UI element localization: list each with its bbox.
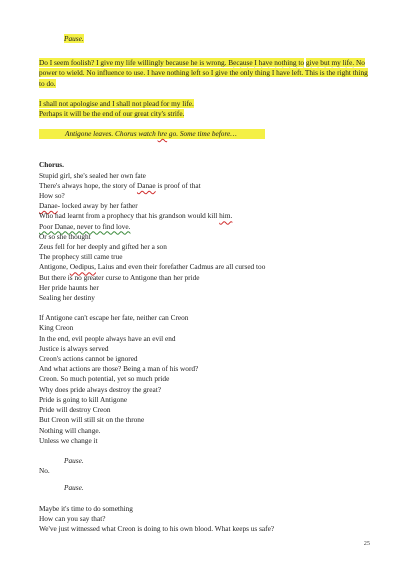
chorus-line: And what actions are those? Being a man of his word?	[39, 364, 199, 374]
chorus-text: - locked away by her father	[57, 201, 138, 211]
stage-misspelled: hre	[157, 129, 168, 139]
chorus-text: Who had learnt from a prophecy that his grandson would kill	[39, 211, 220, 221]
chorus-line: Nothing will change.	[39, 425, 101, 435]
chorus-text: is proof of that	[155, 180, 201, 190]
misspelled-word: Danae	[39, 201, 58, 211]
pause-direction: Pause.	[64, 455, 84, 465]
stage-pre: Antigone leaves. Chorus watch	[65, 129, 158, 139]
dialogue-line: Maybe it's time to do something	[39, 503, 133, 513]
stage-direction-exit	[39, 129, 374, 139]
speech-seg-1: Do I seem foolish? I give my life willingly because he is wrong.	[39, 58, 229, 68]
chorus-line	[39, 262, 374, 272]
chorus-line: Creon's actions cannot be ignored	[39, 354, 138, 364]
misspelled-word: him.	[219, 211, 233, 221]
chorus-line: Zeus fell for her deeply and gifted her a son	[39, 242, 167, 252]
chorus-text: Laius and even their forefather Cadmus are all cursed too	[95, 262, 266, 272]
misspelled-word: Danae	[136, 180, 156, 190]
speech2-line1: I shall not apologise and I shall not plead for my life.	[39, 98, 194, 108]
chorus-line: If Antigone can't escape her fate, neither can Creon	[39, 313, 189, 323]
chorus-line: King Creon	[39, 323, 74, 333]
chorus-line	[39, 201, 374, 211]
chorus-line	[39, 181, 374, 191]
speech-seg-3: give but my life.	[305, 58, 355, 68]
chorus-line: In the end, evil people always have an evil end	[39, 333, 176, 343]
chorus-section	[39, 160, 374, 445]
chorus-line: How so?	[39, 191, 65, 201]
stage-post: go. Some time before…	[167, 129, 237, 139]
chorus-line: But there is no greater curse to Antigone than her pride	[39, 272, 200, 282]
chorus-line: Her pride haunts her	[39, 282, 99, 292]
speech2-line2: Perhaps it will be the end of our great city's strife.	[39, 109, 185, 119]
dialogue-line: We've just witnessed what Creon is doing to his own blood. What keeps us safe?	[39, 523, 275, 533]
chorus-line	[39, 211, 374, 221]
speech-seg-4: No power to wield. No influence to use. I have nothing left so I give the only thing I have left. This is the right thing to do.	[39, 58, 368, 88]
chorus-heading: Chorus.	[39, 160, 64, 170]
pause-direction-top	[39, 34, 374, 44]
chorus-line: Justice is always served	[39, 343, 109, 353]
chorus-line: Unless we change it	[39, 435, 98, 445]
antigone-speech-1	[39, 58, 374, 89]
chorus-text: Antigone,	[39, 262, 70, 272]
chorus-line: Creon. So much potential, yet so much pride	[39, 374, 170, 384]
chorus-line: Or so she thought	[39, 231, 91, 241]
tail-section	[39, 456, 374, 534]
antigone-speech-2	[39, 99, 374, 119]
dialogue-line: How can you say that?	[39, 513, 106, 523]
chorus-line: Why does pride always destroy the great?	[39, 384, 161, 394]
chorus-line: But Creon will still sit on the throne	[39, 415, 145, 425]
pause-direction: Pause.	[64, 483, 84, 493]
misspelled-word: Oedipus,	[69, 262, 96, 272]
speech-seg-2: Because I have nothing to	[228, 58, 305, 68]
pause-text: Pause.	[64, 34, 84, 43]
page-number: 25	[363, 539, 370, 547]
chorus-line: Poor Danae, never to find love.	[39, 221, 131, 231]
dialogue-line: No.	[39, 466, 50, 476]
chorus-line: Pride will destroy Creon	[39, 405, 111, 415]
chorus-line: The prophecy still came true	[39, 252, 123, 262]
chorus-line: Sealing her destiny	[39, 293, 95, 303]
chorus-line: Pride is going to kill Antigone	[39, 394, 128, 404]
chorus-line: Stupid girl, she's sealed her own fate	[39, 170, 146, 180]
chorus-text: There's always hope, the story of	[39, 180, 137, 190]
